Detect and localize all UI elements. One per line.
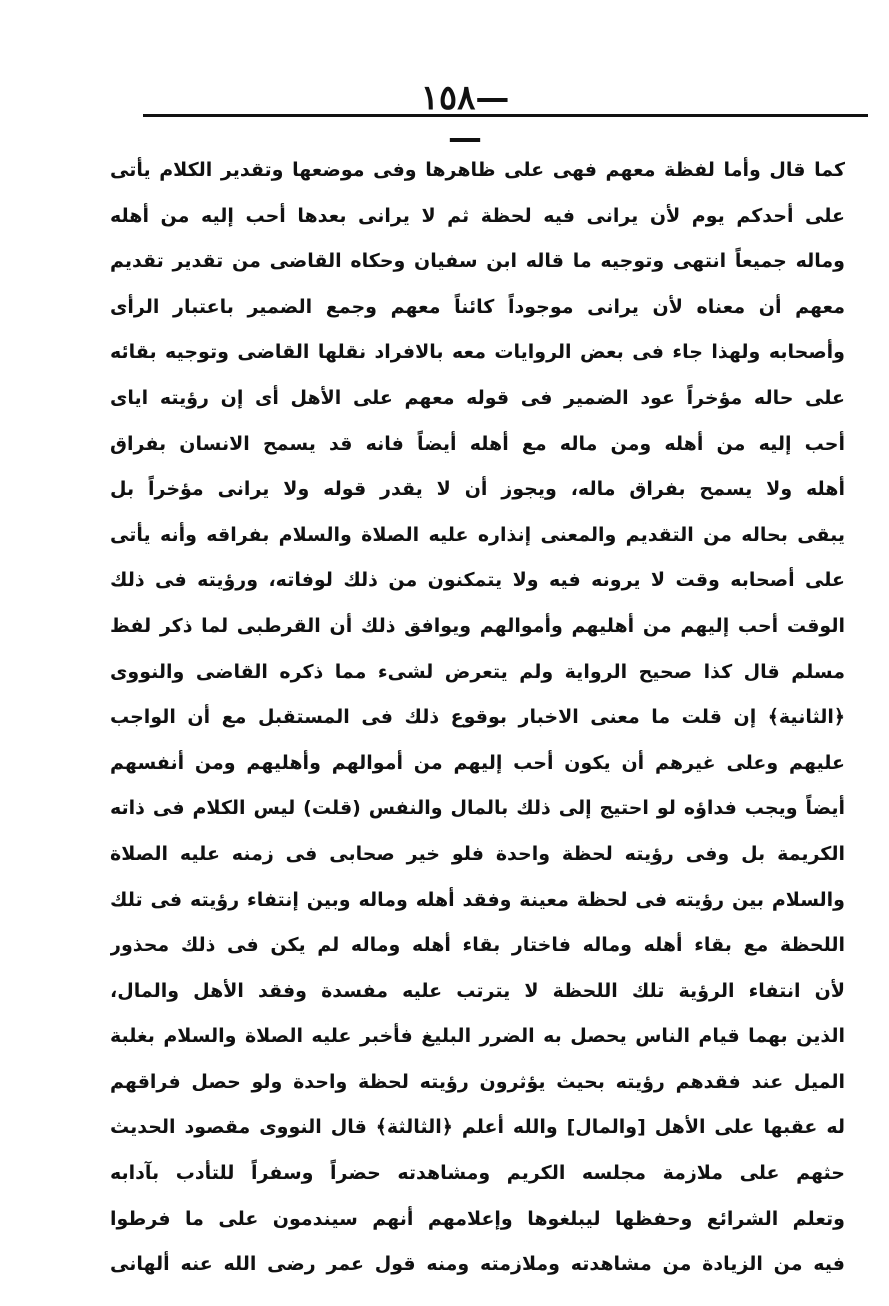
text-line: لأن انتفاء الرؤية تلك اللحظة لا يترتب عليه مفسدة وفقد الأهل والمال، (110, 979, 845, 1002)
text-line: يبقى بحاله من التقديم والمعنى إنذاره عليه الصلاة والسلام بفراقه وأنه يأتى (110, 523, 845, 546)
text-line: عليهم وعلى غيرهم أن يكون أحب إليهم من أموالهم وأهليهم ومن أنفسهم (110, 751, 845, 774)
text-line: أيضاً ويجب فداؤه لو احتيج إلى ذلك بالمال والنفس (قلت) ليس الكلام فى ذاته (110, 797, 845, 820)
page-header (0, 78, 889, 158)
text-line: أهله ولا يسمح بفراق ماله، ويجوز أن لا يقدر قوله ولا يرانى مؤخراً بل (110, 478, 845, 501)
text-line: الميل عند فقدهم رؤيته بحيث يؤثرون رؤيته لحظة واحدة ولو حصل فراقهم (110, 1070, 845, 1093)
text-line: اللحظة مع بقاء أهله وماله فاختار بقاء أهله وماله لم يكن فى ذلك محذور (110, 934, 845, 957)
text-line: الكريمة بل وفى رؤيته لحظة واحدة فلو خير صحابى فى زمنه عليه الصلاة (110, 842, 845, 865)
text-line: الذين بهما قيام الناس يحصل به الضرر البليغ فأخبر عليه الصلاة والسلام بغلبة (110, 1025, 845, 1048)
page-number: —١٥٨— (420, 78, 510, 158)
text-line: حثهم على ملازمة مجلسه الكريم ومشاهدته حضراً وسفراً للتأدب بآدابه (110, 1162, 845, 1185)
text-line: والسلام بين رؤيته فى لحظة معينة وفقد أهله وماله وبين إنتفاء رؤيته فى تلك (110, 888, 845, 911)
text-line: الوقت أحب إليهم من أهليهم وأموالهم ويوافق ذلك أن القرطبى لما ذكر لفظ (110, 614, 845, 637)
text-line: وماله جميعاً انتهى وتوجيه ما قاله ابن سفيان وحكاه القاضى من تقدير تقديم (110, 250, 845, 273)
body-text (110, 148, 845, 1288)
text-line: أحب إليه من أهله ومن ماله مع أهله أيضاً فانه قد يسمح الانسان بفراق (110, 432, 845, 455)
text-line: وأصحابه ولهذا جاء فى بعض الروايات معه بالافراد نقلها القاضى وتوجيه بقائه (110, 341, 845, 364)
header-rule (143, 114, 868, 117)
text-line: على أصحابه وقت لا يرونه فيه ولا يتمكنون من ذلك لوفاته، ورؤيته فى ذلك (110, 569, 845, 592)
text-line: مسلم قال كذا صحيح الرواية ولم يتعرض لشىء مما ذكره القاضى والنووى (110, 660, 845, 683)
text-line: وتعلم الشرائع وحفظها ليبلغوها وإعلامهم أنهم سيندمون على ما فرطوا (110, 1207, 845, 1230)
text-line: على حاله مؤخراً عود الضمير فى قوله معهم على الأهل أى إن رؤيته اياى (110, 386, 845, 409)
text-line: ﴿الثانية﴾ إن قلت ما معنى الاخبار بوقوع ذلك فى المستقبل مع أن الواجب (110, 706, 845, 729)
text-line: كما قال وأما لفظة معهم فهى على ظاهرها وفى موضعها وتقدير الكلام يأتى (110, 159, 845, 181)
text-line: فيه من الزيادة من مشاهدته وملازمته ومنه قول عمر رضى الله عنه ألهانى (110, 1253, 845, 1276)
text-line: له عقبها على الأهل [والمال] والله أعلم ﴿الثالثة﴾ قال النووى مقصود الحديث (110, 1116, 845, 1139)
text-line: معهم أن معناه لأن يرانى موجوداً كائناً معهم وجمع الضمير باعتبار الرأى (110, 295, 845, 318)
text-line: على أحدكم يوم لأن يرانى فيه لحظة ثم لا يرانى بعدها أحب إليه من أهله (110, 204, 845, 227)
